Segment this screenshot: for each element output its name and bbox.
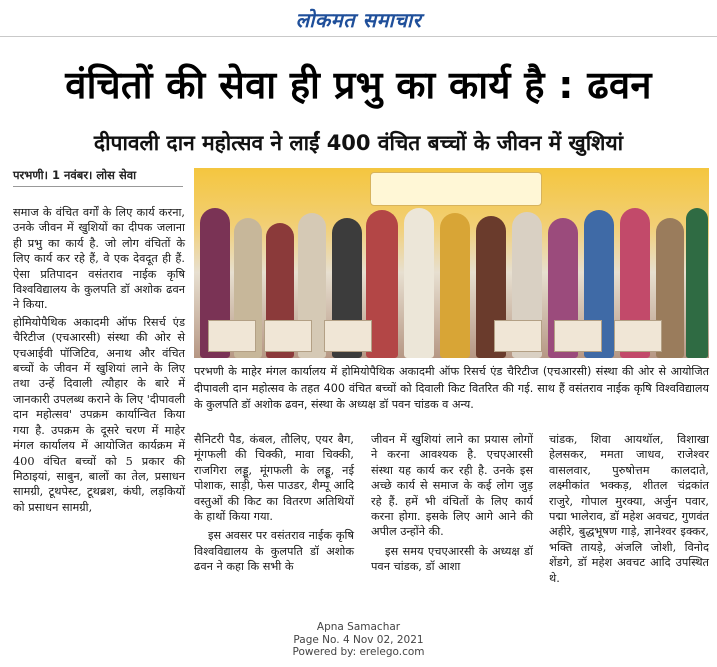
dateline: परभणी। 1 नवंबर। लोस सेवा [13, 168, 137, 182]
article-column-1 [13, 205, 185, 515]
masthead [0, 0, 717, 38]
crowd-illustration [194, 208, 709, 358]
paragraph-occasion: इस अवसर पर वसंतराव नाईक कृषि विश्वविद्यालय के कुलपति डॉ अशोक ढवन ने कहा कि सभी के [194, 529, 354, 574]
event-photo [194, 168, 709, 358]
photo-caption: परभणी के माहेर मंगल कार्यालय में होमियोपैथिक अकादमी ऑफ रिसर्च एंड चैरिटीज (एचआरसी) संस्था की ओर से आयोजित दीपावली दान महोत्सव के तहत 400 वंचित बच्चों को दिवाली किट वितरित की गई. साथ हैं वसंतराव नाईक कृषि विश्वविद्यालय के कुलपति डॉ अशोक ढवन, संस्था के अध्यक्ष डॉ पवन चांडक व अन्य. [194, 365, 709, 411]
article-column-4 [549, 432, 709, 586]
article-column-2 [194, 432, 354, 575]
footer-publication: Apna Samachar [316, 621, 401, 633]
paragraph-appeal: जीवन में खुशियां लाने का प्रयास लोगों ने करना आवश्यक है. एचएआरसी संस्था यह कार्य कर रही है. उनके इस अच्छे कार्य से समाज के कई लोग जुड़ रहे हैं. हमें भी वंचितों के लिए कार्य करना होगा. इसके लिए आगे आने की अपील उन्होंने की. [371, 433, 533, 539]
headline: वंचितों की सेवा ही प्रभु का कार्य है : ढवन [65, 63, 652, 107]
paragraph-kit-items: सैनिटरी पैड, कंबल, तौलिए, एयर बैग, मूंगफली की चिक्की, मावा चिक्की, राजगिरा लड्डू, मूंगफली के लड्डू, नई पोशाक, साड़ी, फेस पाउडर, शैम्पू आदि वस्तुओं की किट का वितरण अतिथियों के हाथों किया गया. [194, 433, 354, 524]
dateline-divider [13, 186, 183, 187]
footer-page-date: Page No. 4 Nov 02, 2021 [293, 633, 424, 646]
paragraph-body: होमियोपैथिक अकादमी ऑफ रिसर्च एंड चैरिटीज (एचआरसी) संस्था की ओर से एचआईवी पॉजिटिव, अनाथ और वंचित बच्चों के जीवन में खुशियां लाने के लिए तथा उन्हें दिवाली त्यौहार के बारे में जानकारी उपलब्ध कराने के लिए 'दीपावली दान महोत्सव' उपक्रम कार्यान्वित किया गया है. उपक्रम के दूसरे चरण में माहेर मंगल कार्यालय में आयोजित कार्यक्रम में 400 वंचित बच्चों को 5 प्रकार की मिठाइयां, साबुन, बालों का तेल, प्रसाधन सामग्री, टूथपेस्ट, टूथब्रश, कंघी, लड़कियों को प्रसाधन सामग्री, [13, 315, 185, 514]
footer-powered-by: Powered by: erelego.com [292, 646, 425, 658]
paragraph-intro: समाज के वंचित वर्गों के लिए कार्य करना, उनके जीवन में खुशियों का दीपक जलाना ही प्रभु का कार्य है. जो लोग वंचितों के लिए कार्य कर रहे हैं, वे एक देवदूत ही हैं. ऐसा प्रतिपादन वसंतराव नाईक कृषि विश्वविद्यालय के कुलपति डॉ अशोक ढवन ने किया. [13, 206, 185, 312]
masthead-divider [0, 36, 717, 37]
newspaper-brand: लोकमत समाचार [295, 8, 422, 32]
paragraph-attendees: चांडक, शिवा आयथॉल, विशाखा हेलसकर, ममता जाधव, राजेश्वर वासलवार, पुरुषोत्तम कालदाते, लक्ष्मीकांत भक्कड़, शीतल चंद्रकांत राजुरे, गोपाल मुरक्या, अर्जुन पवार, पद्मा भालेराव, डॉ महेश अवचट, गुणवंत अहीरे, बुद्धभूषण गाड़े, ज्ञानेश्वर इक्कर, भक्ति तायड़े, अंजलि जोशी, विनोद शेंडगे, डॉ महेश अवचट आदि उपस्थित थे. [549, 433, 709, 585]
subheadline: दीपावली दान महोत्सव ने लाईं 400 वंचित बच्चों के जीवन में खुशियां [93, 131, 624, 155]
page-footer [0, 621, 717, 659]
paragraph-attendees-intro: इस समय एचएआरसी के अध्यक्ष डॉ पवन चांडक, डॉ आशा [371, 544, 533, 574]
event-banner [370, 172, 542, 206]
article-column-3 [371, 432, 533, 575]
